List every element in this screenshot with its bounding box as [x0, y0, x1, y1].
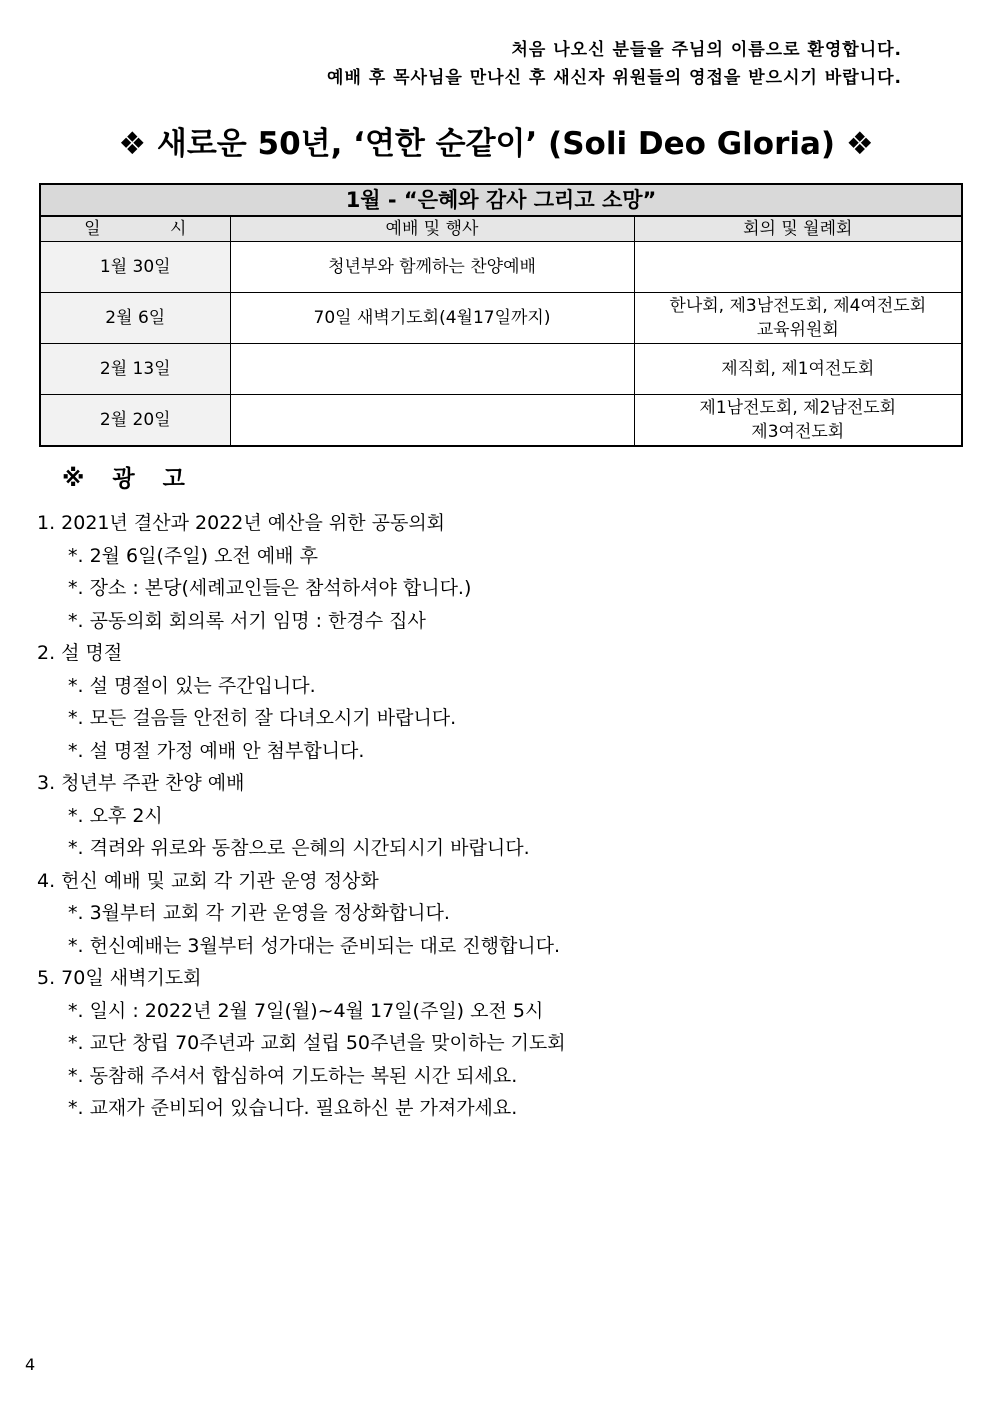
- announcement-title: 2. 설 명절: [37, 642, 123, 664]
- announcement-detail: *. 설 명절 가정 예배 안 첨부합니다.: [68, 739, 365, 762]
- schedule-event: 청년부와 함께하는 찬양예배: [230, 242, 634, 293]
- schedule-event: [230, 344, 634, 395]
- header-event: 예배 및 행사: [230, 216, 634, 242]
- announcement-title: 5. 70일 새벽기도회: [37, 967, 202, 989]
- announcement-title: 3. 청년부 주관 찬양 예배: [37, 772, 245, 794]
- schedule-meeting: [634, 395, 962, 447]
- announcement-detail: *. 헌신예배는 3월부터 성가대는 준비되는 대로 진행합니다.: [68, 934, 561, 957]
- header-meeting: 회의 및 월례회: [634, 216, 962, 242]
- welcome-line-2: 예배 후 목사님을 만나신 후 새신자 위원들의 영접을 받으시기 바랍니다.: [327, 68, 902, 88]
- schedule-table: [39, 183, 963, 447]
- schedule-row: [40, 344, 962, 395]
- announcement-detail: *. 장소 : 본당(세례교인들은 참석하셔야 합니다.): [68, 577, 472, 599]
- announcements-heading: ※ 광 고: [62, 466, 195, 492]
- schedule-meeting-line: 제3여전도회: [751, 422, 845, 442]
- announcement-title: 1. 2021년 결산과 2022년 예산을 위한 공동의회: [37, 512, 446, 534]
- schedule-meeting-line: 교육위원회: [756, 320, 839, 340]
- announcement-detail: *. 설 명절이 있는 주간입니다.: [68, 674, 316, 697]
- announcement-title: 4. 헌신 예배 및 교회 각 기관 운영 정상화: [37, 869, 379, 892]
- schedule-date: 2월 6일: [40, 293, 230, 344]
- schedule-row: [40, 395, 962, 447]
- schedule-event: [230, 395, 634, 447]
- schedule-header-row: [40, 216, 962, 242]
- announcement-detail: *. 교재가 준비되어 있습니다. 필요하신 분 가져가세요.: [68, 1097, 518, 1119]
- schedule-event: 70일 새벽기도회(4월17일까지): [230, 293, 634, 344]
- welcome-message: [327, 36, 902, 92]
- schedule-row: [40, 242, 962, 293]
- page-title: ❖ 새로운 50년, ‘연한 순같이’ (Soli Deo Gloria) ❖: [118, 126, 874, 162]
- schedule-caption-row: [40, 184, 962, 216]
- header-date: 일 시: [40, 216, 230, 242]
- schedule-date: 2월 13일: [40, 344, 230, 395]
- schedule-date: 2월 20일: [40, 395, 230, 447]
- announcement-detail: *. 공동의회 회의록 서기 임명 : 한경수 집사: [68, 609, 426, 632]
- announcement-detail: *. 모든 걸음들 안전히 잘 다녀오시기 바랍니다.: [68, 707, 457, 729]
- schedule-caption: 1월 - “은혜와 감사 그리고 소망”: [40, 184, 962, 216]
- schedule-meeting: [634, 242, 962, 293]
- announcement-detail: *. 오후 2시: [68, 804, 163, 827]
- announcement-detail: *. 동참해 주셔서 합심하여 기도하는 복된 시간 되세요.: [68, 1064, 518, 1087]
- announcement-detail: *. 교단 창립 70주년과 교회 설립 50주년을 맞이하는 기도회: [68, 1032, 566, 1054]
- schedule-meeting-line: 제1남전도회, 제2남전도회: [699, 398, 897, 418]
- announcement-detail: *. 일시 : 2022년 2월 7일(월)~4월 17일(주일) 오전 5시: [68, 999, 544, 1022]
- page-number: 4: [25, 1355, 36, 1374]
- schedule-meeting: [634, 293, 962, 344]
- schedule-date: 1월 30일: [40, 242, 230, 293]
- schedule-meeting-line: 한나회, 제3남전도회, 제4여전도회: [669, 296, 927, 316]
- announcement-detail: *. 격려와 위로와 동참으로 은혜의 시간되시기 바랍니다.: [68, 837, 530, 859]
- welcome-line-1: 처음 나오신 분들을 주님의 이름으로 환영합니다.: [511, 40, 902, 60]
- announcement-detail: *. 2월 6일(주일) 오전 예배 후: [68, 544, 318, 567]
- announcement-detail: *. 3월부터 교회 각 기관 운영을 정상화합니다.: [68, 902, 450, 924]
- schedule-row: [40, 293, 962, 344]
- schedule-meeting: 제직회, 제1여전도회: [634, 344, 962, 395]
- announcements-list: [37, 507, 967, 1125]
